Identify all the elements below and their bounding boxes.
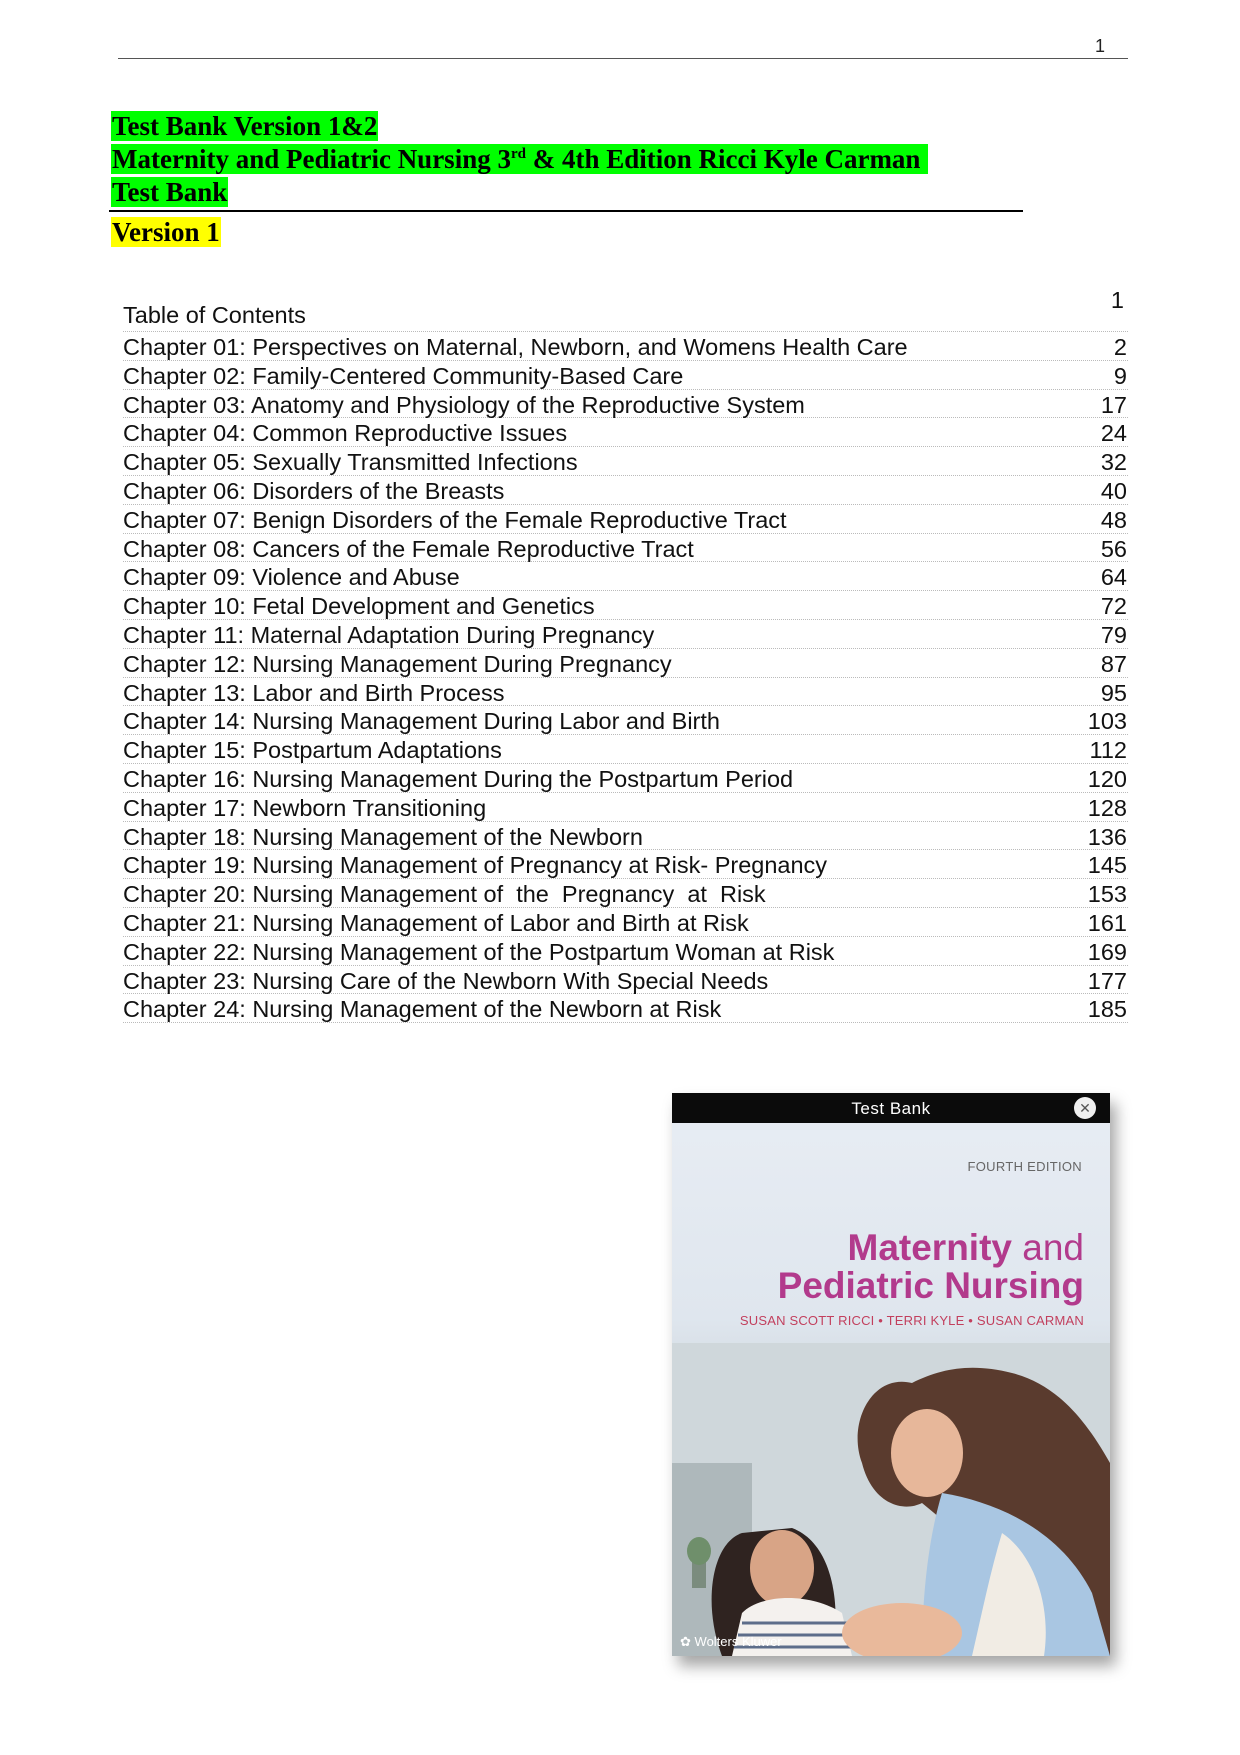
toc-entry[interactable] [123, 764, 1128, 793]
toc-entry-page: 72 [1100, 593, 1127, 620]
toc-entry[interactable] [123, 937, 1128, 966]
toc-entry-page: 2 [1113, 334, 1127, 360]
toc-entry-page: 153 [1087, 881, 1127, 908]
toc-entry[interactable] [123, 620, 1128, 649]
title-line-2 [111, 144, 928, 174]
toc-entry-page: 64 [1100, 564, 1127, 591]
title-line-3: Test Bank [112, 177, 228, 207]
toc-entry-title: Chapter 22: Nursing Management of the Postpartum Woman at Risk [123, 938, 835, 965]
toc-entry[interactable] [123, 390, 1128, 419]
cover-title-conjunction: and [1011, 1227, 1084, 1268]
page-number: 1 [1094, 36, 1105, 56]
cover-top-bar [672, 1093, 1110, 1123]
toc-entry-title: Chapter 12: Nursing Management During Pregnancy [123, 650, 672, 677]
table-of-contents [123, 287, 1128, 1023]
toc-entry-title: Chapter 05: Sexually Transmitted Infections [123, 449, 578, 476]
cover-bar-label: Test Bank [851, 1099, 931, 1118]
toc-entry[interactable] [123, 735, 1128, 764]
version-label: Version 1 [112, 217, 220, 247]
toc-entry[interactable] [123, 476, 1128, 505]
cover-edition: FOURTH EDITION [967, 1159, 1082, 1174]
toc-entry-title: Chapter 06: Disorders of the Breasts [123, 477, 505, 504]
toc-entry-title: Chapter 24: Nursing Management of the Newborn at Risk [123, 996, 722, 1023]
toc-entry-page: 112 [1089, 737, 1127, 764]
toc-entry[interactable] [123, 706, 1128, 735]
toc-entry-page: 40 [1100, 477, 1127, 504]
toc-entry-page: 17 [1100, 391, 1127, 418]
cover-title [778, 1229, 1084, 1305]
toc-entry-page: 185 [1087, 996, 1127, 1023]
toc-entry[interactable] [123, 649, 1128, 678]
toc-entry-title: Chapter 02: Family-Centered Community-Based Care [123, 362, 684, 389]
toc-entry-page: 103 [1087, 708, 1127, 735]
cover-authors: SUSAN SCOTT RICCI • TERRI KYLE • SUSAN CARMAN [739, 1313, 1084, 1328]
toc-entry[interactable] [123, 505, 1128, 534]
toc-entry-title: Chapter 07: Benign Disorders of the Female Reproductive Tract [123, 506, 787, 533]
toc-entry-page: 79 [1100, 621, 1127, 648]
cover-title-word: Maternity [847, 1227, 1012, 1268]
toc-entry-title: Chapter 11: Maternal Adaptation During Pregnancy [123, 621, 655, 648]
toc-entry-title: Chapter 04: Common Reproductive Issues [123, 420, 568, 447]
toc-entry-page: 161 [1087, 909, 1127, 936]
toc-entry-title: Chapter 23: Nursing Care of the Newborn With Special Needs [123, 967, 769, 994]
toc-entry[interactable] [123, 562, 1128, 591]
title-rule [109, 210, 1023, 212]
toc-entry[interactable] [123, 591, 1128, 620]
toc-entry[interactable] [123, 447, 1128, 476]
toc-entry[interactable] [123, 879, 1128, 908]
toc-heading-row [123, 287, 1128, 332]
toc-entry[interactable] [123, 850, 1128, 879]
cover-photo-mother-and-child [672, 1343, 1110, 1656]
toc-entry[interactable] [123, 908, 1128, 937]
toc-entry[interactable] [123, 418, 1128, 447]
toc-entry-title: Chapter 10: Fetal Development and Genetics [123, 593, 595, 620]
toc-heading-page: 1 [1110, 287, 1124, 313]
toc-entry-title: Chapter 16: Nursing Management During the Postpartum Period [123, 765, 794, 792]
title-line-2-rest: & 4th Edition Ricci Kyle Carman [525, 144, 921, 174]
toc-entry[interactable] [123, 534, 1128, 563]
toc-entry-page: 9 [1113, 362, 1127, 389]
toc-heading: Table of Contents [123, 302, 306, 328]
cover-publisher [680, 1634, 782, 1650]
toc-entries [123, 332, 1128, 1023]
toc-entry-title: Chapter 21: Nursing Management of Labor and Birth at Risk [123, 909, 749, 936]
toc-entry[interactable] [123, 994, 1128, 1023]
toc-entry-title: Chapter 08: Cancers of the Female Reproductive Tract [123, 535, 694, 562]
book-cover-image [672, 1093, 1110, 1656]
toc-entry-page: 145 [1087, 852, 1127, 879]
title-line-1: Test Bank Version 1&2 [112, 111, 378, 141]
toc-entry-title: Chapter 01: Perspectives on Maternal, Newborn, and Womens Health Care [123, 334, 908, 360]
toc-entry-page: 56 [1100, 535, 1127, 562]
toc-entry-title: Chapter 20: Nursing Management of the Pregnancy at Risk [123, 881, 766, 908]
toc-entry-title: Chapter 17: Newborn Transitioning [123, 794, 487, 821]
toc-entry[interactable] [123, 678, 1128, 707]
toc-entry-title: Chapter 18: Nursing Management of the Newborn [123, 823, 643, 850]
toc-entry-title: Chapter 15: Postpartum Adaptations [123, 737, 502, 764]
toc-entry[interactable] [123, 822, 1128, 851]
toc-entry-page: 87 [1100, 650, 1127, 677]
toc-entry[interactable] [123, 361, 1128, 390]
publisher-logo-icon: ✿ [680, 1634, 691, 1649]
cover-title-line-2: Pediatric Nursing [777, 1265, 1084, 1306]
title-line-2-main: Maternity and Pediatric Nursing 3 [112, 144, 511, 174]
toc-entry-page: 95 [1100, 679, 1127, 706]
toc-entry-title: Chapter 19: Nursing Management of Pregnancy at Risk- Pregnancy [123, 852, 828, 879]
toc-entry-page: 128 [1087, 794, 1127, 821]
toc-entry-page: 169 [1087, 938, 1127, 965]
title-line-2-superscript: rd [510, 146, 526, 162]
toc-entry[interactable] [123, 966, 1128, 995]
toc-entry-page: 24 [1100, 420, 1127, 447]
header-rule [118, 58, 1128, 59]
toc-entry-page: 120 [1087, 765, 1127, 792]
toc-entry-page: 177 [1087, 967, 1127, 994]
toc-entry-title: Chapter 13: Labor and Birth Process [123, 679, 505, 706]
toc-entry-page: 32 [1100, 449, 1127, 476]
toc-entry[interactable] [123, 793, 1128, 822]
publisher-name: Wolters Kluwer [694, 1634, 782, 1649]
version-heading [111, 216, 221, 249]
toc-entry[interactable] [123, 332, 1128, 361]
close-icon[interactable]: ✕ [1074, 1097, 1096, 1119]
toc-entry-page: 48 [1100, 506, 1127, 533]
toc-entry-title: Chapter 03: Anatomy and Physiology of the Reproductive System [123, 391, 805, 418]
document-title [111, 110, 1031, 209]
toc-entry-title: Chapter 09: Violence and Abuse [123, 564, 460, 591]
toc-entry-page: 136 [1087, 823, 1127, 850]
toc-entry-title: Chapter 14: Nursing Management During Labor and Birth [123, 708, 720, 735]
